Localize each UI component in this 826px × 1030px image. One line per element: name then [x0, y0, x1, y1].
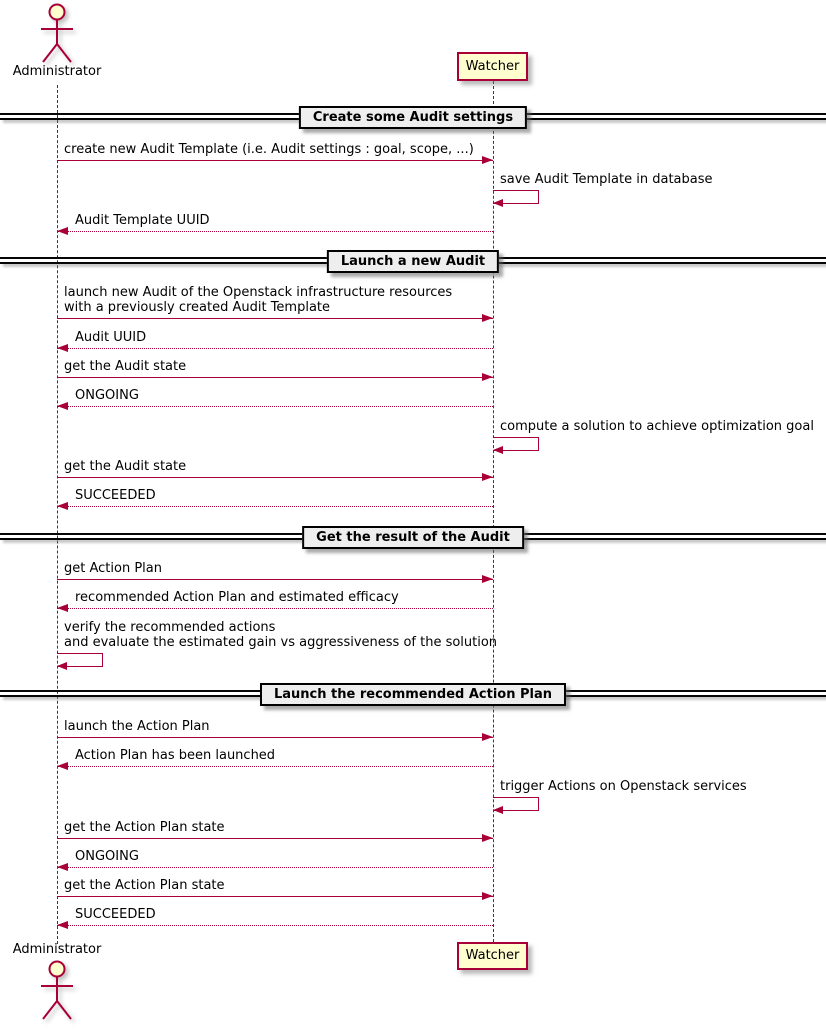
message-trigger-actions-self: [493, 779, 747, 811]
message-line: [57, 318, 493, 319]
administrator-lifeline: [57, 85, 58, 944]
message-text: [64, 285, 452, 315]
arrowhead-left-icon: [57, 604, 68, 612]
divider-title: Launch the recommended Action Plan: [260, 683, 566, 706]
message-text: get the Action Plan state: [64, 878, 225, 893]
arrowhead-left-icon: [57, 402, 68, 410]
message-text: Audit Template UUID: [75, 213, 210, 228]
arrowhead-right-icon: [482, 473, 493, 481]
participant-watcher-top: Watcher: [457, 52, 528, 81]
divider-title: Create some Audit settings: [299, 106, 527, 129]
administrator-label: Administrator: [12, 942, 102, 957]
message-line: [57, 896, 493, 897]
arrowhead-left-icon: [57, 344, 68, 352]
message-line: [57, 838, 493, 839]
participant-watcher-bottom: Watcher: [457, 942, 528, 970]
message-text-line-2: with a previously created Audit Template: [64, 300, 331, 315]
message-line: [57, 608, 493, 609]
arrowhead-right-icon: [482, 892, 493, 900]
message-verify-actions-self: [57, 620, 498, 667]
arrowhead-right-icon: [482, 575, 493, 583]
message-line: [57, 867, 493, 868]
message-text: Action Plan has been launched: [75, 748, 276, 763]
message-line: [57, 506, 493, 507]
divider-title: Get the result of the Audit: [302, 526, 524, 549]
arrowhead-right-icon: [482, 314, 493, 322]
message-line: [57, 406, 493, 407]
message-line: [57, 766, 493, 767]
message-line: [57, 737, 493, 738]
message-line: [57, 579, 493, 580]
message-text: get the Audit state: [64, 359, 187, 374]
arrowhead-left-icon: [493, 806, 503, 814]
message-text: [64, 620, 497, 650]
arrowhead-left-icon: [493, 446, 503, 454]
message-text: create new Audit Template (i.e. Audit settings : goal, scope, ...): [64, 142, 474, 157]
arrowhead-left-icon: [57, 227, 68, 235]
message-line: [57, 160, 493, 161]
stick-figure-icon: [22, 957, 92, 1023]
message-compute-solution-self: [493, 419, 814, 451]
message-text: ONGOING: [75, 849, 139, 864]
arrowhead-left-icon: [57, 863, 68, 871]
message-line: [57, 377, 493, 378]
message-text: launch the Action Plan: [64, 719, 210, 734]
message-text: get Action Plan: [64, 561, 162, 576]
actor-administrator-top: [0, 2, 114, 79]
message-text: get the Audit state: [64, 459, 187, 474]
actor-administrator-bottom: [0, 942, 114, 1023]
message-line: [57, 477, 493, 478]
message-text: get the Action Plan state: [64, 820, 225, 835]
message-save-audit-template-self: [493, 172, 713, 204]
divider-create-audit-settings: [0, 106, 826, 129]
message-text-line-1: launch new Audit of the Openstack infrastructure resources: [64, 285, 453, 300]
arrowhead-right-icon: [482, 834, 493, 842]
message-text: Audit UUID: [75, 330, 147, 345]
message-line: [57, 925, 493, 926]
divider-launch-new-audit: [0, 250, 826, 273]
message-text: ONGOING: [75, 388, 139, 403]
message-line: [57, 231, 493, 232]
divider-launch-action-plan: [0, 683, 826, 706]
divider-get-audit-result: [0, 526, 826, 549]
stick-figure-icon: [22, 2, 92, 64]
divider-title: Launch a new Audit: [327, 250, 499, 273]
message-text: recommended Action Plan and estimated efficacy: [75, 590, 399, 605]
message-line: [57, 348, 493, 349]
message-text: SUCCEEDED: [75, 488, 156, 503]
arrowhead-left-icon: [57, 762, 68, 770]
arrowhead-right-icon: [482, 373, 493, 381]
arrowhead-left-icon: [57, 921, 68, 929]
message-text: save Audit Template in database: [500, 172, 713, 187]
message-text: SUCCEEDED: [75, 907, 156, 922]
arrowhead-left-icon: [493, 199, 503, 207]
message-text-line-2: and evaluate the estimated gain vs aggressiveness of the solution: [64, 635, 498, 650]
arrowhead-right-icon: [482, 733, 493, 741]
administrator-label: Administrator: [12, 64, 102, 79]
arrowhead-left-icon: [57, 662, 67, 670]
arrowhead-left-icon: [57, 502, 68, 510]
message-text-line-1: verify the recommended actions: [64, 620, 276, 635]
message-text: compute a solution to achieve optimization goal: [500, 419, 814, 434]
message-text: trigger Actions on Openstack services: [500, 779, 747, 794]
arrowhead-right-icon: [482, 156, 493, 164]
